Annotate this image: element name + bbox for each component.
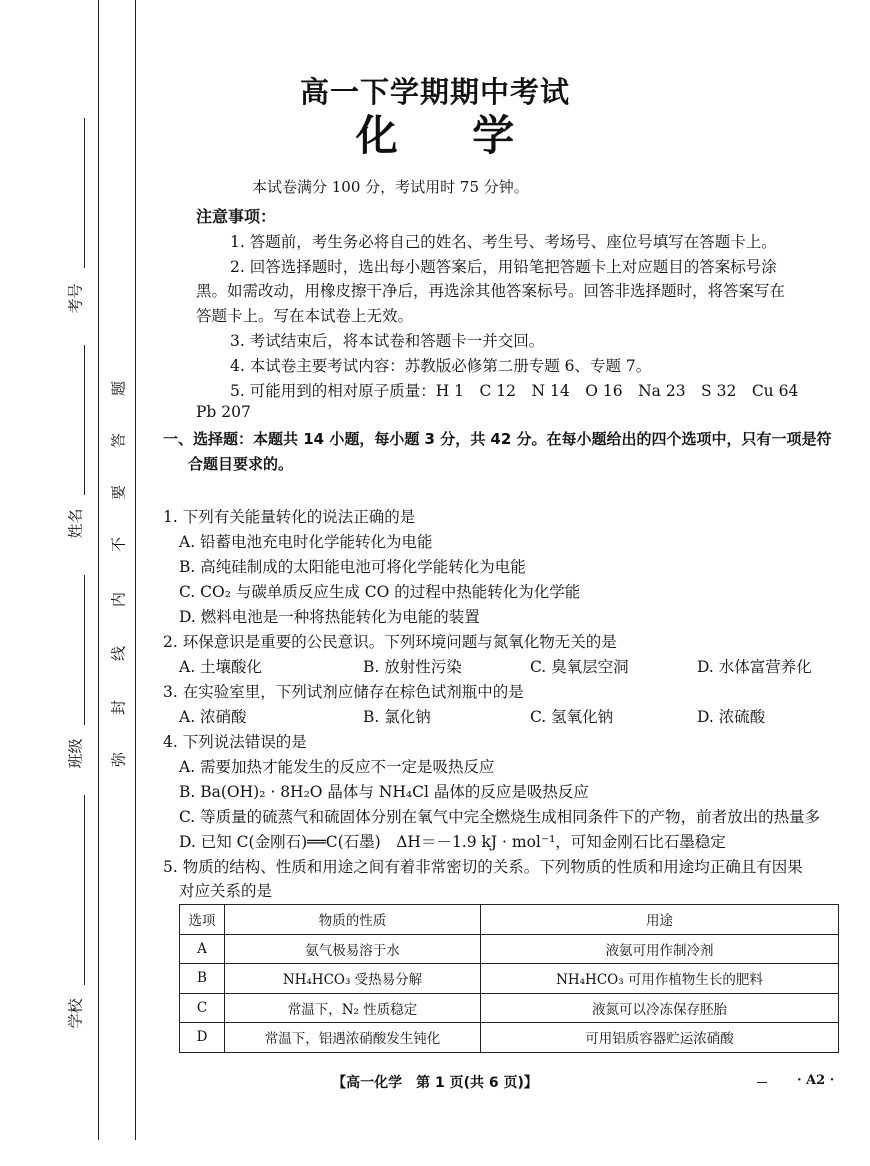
- seal-char: 弥: [109, 752, 128, 768]
- notes-line: Pb 207: [196, 403, 251, 421]
- seal-char: 不: [109, 537, 128, 553]
- table-cell: 常温下，铝遇浓硝酸发生钝化: [225, 1023, 481, 1053]
- notes-line: 答题卡上。写在本试卷上无效。: [196, 307, 414, 325]
- school-underline: [84, 795, 85, 985]
- question-1-option-b: B. 高纯硅制成的太阳能电池可将化学能转化为电能: [179, 558, 526, 576]
- binding-line-left: [98, 0, 99, 1140]
- footer-dash: [757, 1082, 767, 1083]
- section-heading: 一、选择题：本题共 14 小题，每小题 3 分，共 42 分。在每小题给出的四个选项中，只有一项是符: [163, 430, 832, 448]
- table-header-cell: 用途: [481, 905, 839, 935]
- seal-char: 线: [109, 646, 128, 662]
- question-5-stem: 5. 物质的结构、性质和用途之间有着非常密切的关系。下列物质的性质和用途均正确且有因果: [163, 858, 803, 876]
- question-1-option-c: C. CO₂ 与碳单质反应生成 CO 的过程中热能转化为化学能: [179, 583, 581, 601]
- table-cell: NH₄HCO₃ 受热易分解: [225, 964, 481, 994]
- exam-no-label: 考号: [66, 283, 85, 314]
- question-1-option-d: D. 燃料电池是一种将热能转化为电能的装置: [179, 608, 480, 626]
- question-3-stem: 3. 在实验室里，下列试剂应储存在棕色试剂瓶中的是: [163, 683, 524, 701]
- question-2-stem: 2. 环保意识是重要的公民意识。下列环境问题与氮氧化物无关的是: [163, 633, 617, 651]
- question-5-stem-cont: 对应关系的是: [179, 882, 273, 900]
- binding-line-right: [135, 0, 136, 1140]
- question-3-option-b: B. 氯化钠: [363, 708, 431, 726]
- question-4-option-c: C. 等质量的硫蒸气和硫固体分别在氧气中完全燃烧生成相同条件下的产物，前者放出的热量多: [179, 808, 821, 826]
- table-row: [180, 993, 839, 1023]
- question-4-option-d: D. 已知 C(金刚石)══C(石墨) ΔH＝－1.9 kJ · mol⁻¹，可知金刚石比石墨稳定: [179, 833, 726, 851]
- table-header-cell: 选项: [180, 905, 225, 935]
- exam-title: 高一下学期期中考试: [299, 75, 570, 109]
- table-row: [180, 964, 839, 994]
- notes-line: 3. 考试结束后，将本试卷和答题卡一并交回。: [230, 332, 545, 350]
- seal-char: 封: [109, 700, 128, 716]
- table-cell: 液氨可用作制冷剂: [481, 934, 839, 964]
- name-label: 姓名: [66, 508, 85, 539]
- question-2-option-c: C. 臭氧层空洞: [530, 658, 629, 676]
- class-underline: [84, 575, 85, 725]
- question-3-option-d: D. 浓硫酸: [697, 708, 766, 726]
- question-1-option-a: A. 铅蓄电池充电时化学能转化为电能: [179, 533, 433, 551]
- table-header-row: [180, 905, 839, 935]
- question-4-stem: 4. 下列说法错误的是: [163, 733, 307, 751]
- seal-char: 题: [109, 381, 128, 397]
- table-cell: A: [180, 934, 225, 964]
- question-2-option-b: B. 放射性污染: [363, 658, 462, 676]
- question-4-option-a: A. 需要加热才能发生的反应不一定是吸热反应: [179, 758, 495, 776]
- question-2-option-d: D. 水体富营养化: [697, 658, 812, 676]
- seal-char: 内: [109, 592, 128, 608]
- notes-line: 黑。如需改动，用橡皮擦干净后，再选涂其他答案标号。回答非选择题时，将答案写在: [196, 282, 786, 300]
- table-cell: 液氮可以冷冻保存胚胎: [481, 993, 839, 1023]
- page-footer: 【高一化学 第 1 页(共 6 页)】: [332, 1075, 538, 1091]
- table-cell: B: [180, 964, 225, 994]
- intro-text: 本试卷满分 100 分，考试用时 75 分钟。: [252, 178, 529, 196]
- seal-char: 答: [109, 433, 128, 449]
- question-1-stem: 1. 下列有关能量转化的说法正确的是: [163, 508, 416, 526]
- notes-heading: 注意事项：: [196, 207, 277, 226]
- question-3-option-c: C. 氢氧化钠: [530, 708, 614, 726]
- notes-line: 2. 回答选择题时，选出每小题答案后，用铅笔把答题卡上对应题目的答案标号涂: [230, 258, 777, 276]
- table-cell: NH₄HCO₃ 可用作植物生长的肥料: [481, 964, 839, 994]
- table-cell: 氨气极易溶于水: [225, 934, 481, 964]
- notes-line: 4. 本试卷主要考试内容：苏教版必修第二册专题 6、专题 7。: [230, 357, 652, 375]
- school-label: 学校: [66, 998, 85, 1029]
- table-cell: D: [180, 1023, 225, 1053]
- question-2-option-a: A. 土壤酸化: [179, 658, 263, 676]
- table-cell: 可用铝质容器贮运浓硝酸: [481, 1023, 839, 1053]
- notes-line: 1. 答题前，考生务必将自己的姓名、考生号、考场号、座位号填写在答题卡上。: [230, 233, 777, 251]
- table-row: [180, 934, 839, 964]
- table-cell: C: [180, 993, 225, 1023]
- question-4-option-b: B. Ba(OH)₂ · 8H₂O 晶体与 NH₄Cl 晶体的反应是吸热反应: [179, 783, 589, 801]
- question-5-table: [179, 904, 839, 1053]
- table-cell: 常温下，N₂ 性质稳定: [225, 993, 481, 1023]
- section-heading-cont: 合题目要求的。: [188, 455, 294, 473]
- seal-char: 要: [109, 485, 128, 501]
- question-3-option-a: A. 浓硝酸: [179, 708, 247, 726]
- name-underline: [84, 345, 85, 495]
- subject-title: 化 学: [355, 111, 515, 160]
- paper-code: · A2 ·: [797, 1073, 835, 1088]
- notes-line: 5. 可能用到的相对原子质量：H 1 C 12 N 14 O 16 Na 23 S 32 Cu 64: [230, 382, 799, 400]
- class-label: 班级: [66, 738, 85, 769]
- table-header-cell: 物质的性质: [225, 905, 481, 935]
- table-row: [180, 1023, 839, 1053]
